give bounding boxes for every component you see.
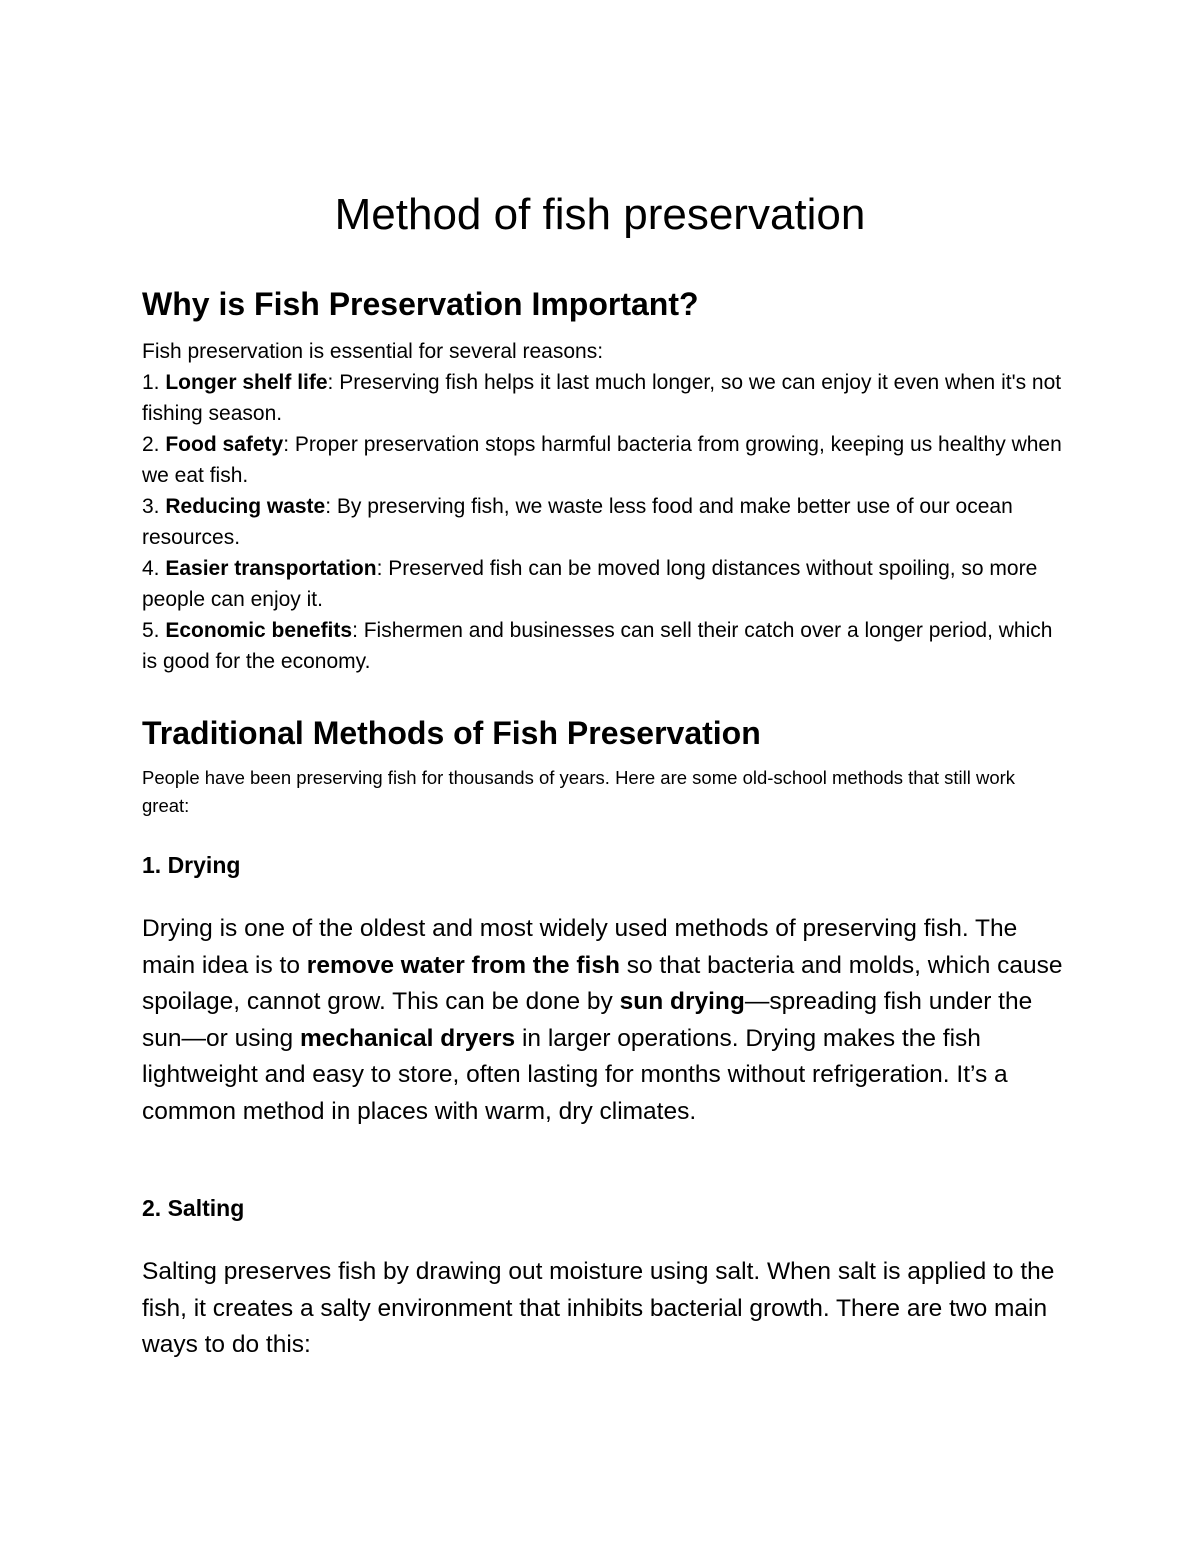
bold-text-run: mechanical dryers (299, 1024, 516, 1052)
reason-text: : Preserved fish can be moved long distances without spoiling, so more people can enjoy it. (142, 557, 1038, 611)
reason-number: 1. (142, 371, 166, 394)
reason-text: : Preserving fish helps it last much longer, so we can enjoy it even when it's not fishing season. (142, 371, 1062, 425)
why-section-body (142, 336, 1072, 677)
text-run: so that bacteria and molds, which cause spoilage, cannot grow. This can be done by (142, 951, 1063, 1015)
reason-term: Economic benefits (165, 619, 353, 642)
reason-number: 3. (142, 495, 166, 518)
why-intro: Fish preservation is essential for several reasons: (142, 340, 604, 363)
traditional-section-heading: Traditional Methods of Fish Preservation (142, 715, 761, 751)
traditional-intro: People have been preserving fish for thousands of years. Here are some old-school methods that still work great: (142, 767, 1016, 816)
reason-item (142, 615, 1072, 677)
bold-text-run: remove water from the fish (306, 951, 620, 979)
text-run: Drying is one of the oldest and most widely used methods of preserving fish. The main idea is to (142, 915, 1018, 979)
reason-number: 4. (142, 557, 166, 580)
reason-item (142, 491, 1072, 553)
text-run: —spreading fish under the sun—or using (142, 988, 1033, 1052)
salting-paragraph (142, 1254, 1072, 1364)
drying-paragraph (142, 911, 1072, 1130)
reason-number: 2. (142, 433, 166, 456)
reason-term: Reducing waste (165, 495, 326, 518)
reason-text: : Proper preservation stops harmful bacteria from growing, keeping us healthy when we eat fish. (142, 433, 1062, 487)
why-section-heading: Why is Fish Preservation Important? (142, 286, 699, 322)
document-title: Method of fish preservation (334, 190, 866, 239)
reason-text: : Fishermen and businesses can sell their catch over a longer period, which is good for the economy. (142, 619, 1053, 673)
reason-item (142, 367, 1072, 429)
text-run: in larger operations. Drying makes the fish lightweight and easy to store, often lasting for months without refrigeration. It’s a common method in places with warm, dry climates. (142, 1024, 1008, 1125)
reason-item (142, 553, 1072, 615)
reason-term: Longer shelf life (165, 371, 328, 394)
text-run: Salting preserves fish by drawing out moisture using salt. When salt is applied to the fish, it creates a salty environment that inhibits bacterial growth. There are two main ways to do this: (142, 1258, 1055, 1358)
reason-term: Food safety (165, 433, 284, 456)
reason-number: 5. (142, 619, 166, 642)
drying-heading: 1. Drying (142, 852, 241, 878)
reason-term: Easier transportation (165, 557, 377, 580)
salting-heading: 2. Salting (142, 1195, 245, 1221)
bold-text-run: sun drying (619, 988, 745, 1015)
reason-text: : By preserving fish, we waste less food and make better use of our ocean resources. (142, 495, 1013, 549)
reason-item (142, 429, 1072, 491)
